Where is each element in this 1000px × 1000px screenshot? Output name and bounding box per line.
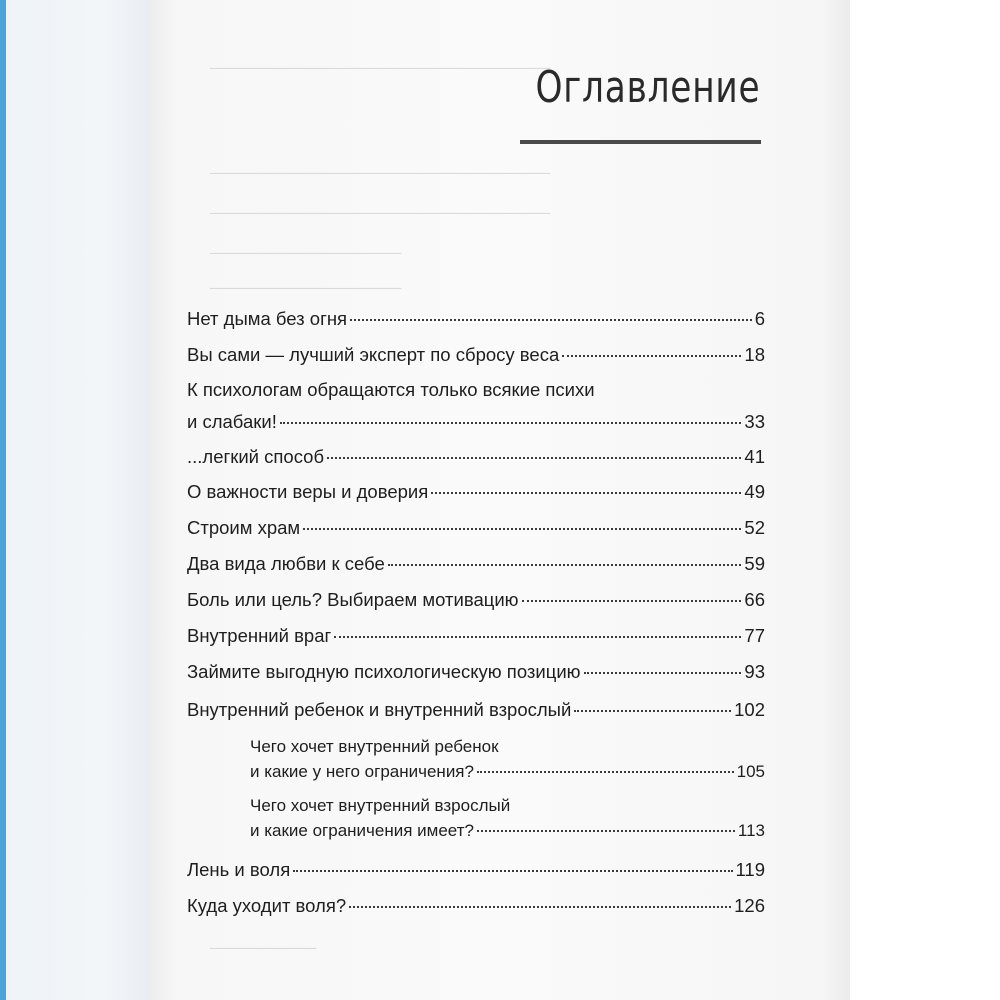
show-through-text: ────────── xyxy=(210,940,317,957)
toc-entry[interactable] xyxy=(187,859,765,881)
toc-entry-page: 6 xyxy=(754,308,765,329)
toc-entry-title: Вы сами — лучший эксперт по сбросу веса xyxy=(187,344,560,365)
toc-entry[interactable] xyxy=(187,699,765,721)
toc-entry-title-line2: и слабаки! xyxy=(187,411,277,432)
background xyxy=(850,0,1000,1000)
dot-leader xyxy=(522,600,742,602)
toc-entry-title: Куда уходит воля? xyxy=(187,895,347,916)
toc-entry-title: Два вида любви к себе xyxy=(187,553,385,574)
toc-entry[interactable] xyxy=(187,446,765,468)
toc-entry[interactable] xyxy=(187,344,765,366)
toc-entry-title: О важности веры и доверия xyxy=(187,481,429,502)
toc-subentry-title-line2: и какие ограничения имеет? xyxy=(250,821,474,840)
toc-entry-page: 33 xyxy=(744,411,765,432)
toc-entry-page: 102 xyxy=(734,699,765,720)
toc-entry-title: Внутренний ребенок и внутренний взрослый xyxy=(187,699,572,720)
toc-entry-page: 59 xyxy=(744,553,765,574)
toc-subentry-page: 105 xyxy=(736,762,765,781)
toc-entry-title: Займите выгодную психологическую позицию xyxy=(187,661,581,682)
toc-subentry[interactable] xyxy=(250,795,765,842)
dot-leader xyxy=(388,564,742,566)
toc-entry-page: 49 xyxy=(744,481,765,502)
toc-entry[interactable] xyxy=(187,589,765,611)
dot-leader xyxy=(562,355,741,357)
toc-entry-title: ...легкий способ xyxy=(187,446,325,467)
toc-entry-title: Лень и воля xyxy=(187,859,291,880)
dot-leader xyxy=(349,906,731,908)
toc-subentry-title-line1: Чего хочет внутренний взрослый xyxy=(250,796,511,815)
toc-entry-page: 119 xyxy=(735,859,765,880)
toc-entry-title: Строим храм xyxy=(187,517,301,538)
toc-entry-page: 18 xyxy=(744,344,765,365)
toc-entry[interactable] xyxy=(187,553,765,575)
show-through-text: ──────────────────────────────── xyxy=(210,60,551,77)
dot-leader xyxy=(327,457,741,459)
toc-entry[interactable] xyxy=(187,481,765,503)
toc-entry[interactable] xyxy=(187,379,765,433)
dot-leader xyxy=(334,636,741,638)
toc-entry-title: Нет дыма без огня xyxy=(187,308,348,329)
show-through-text: ────────────────── xyxy=(210,280,402,297)
adjacent-page-edge xyxy=(0,0,150,1000)
dot-leader xyxy=(584,672,742,674)
toc-entry-page: 66 xyxy=(744,589,765,610)
toc-entry-page: 126 xyxy=(734,895,765,916)
title-underline xyxy=(520,140,761,144)
toc-entry-title: Боль или цель? Выбираем мотивацию xyxy=(187,589,519,610)
toc-entry[interactable] xyxy=(187,308,765,330)
toc-entry-page: 41 xyxy=(744,446,765,467)
dot-leader xyxy=(293,870,732,872)
show-through-text: ────────────────── xyxy=(210,245,402,262)
toc-entry[interactable] xyxy=(187,625,765,647)
cover-edge-strip xyxy=(0,0,6,1000)
toc-entry-page: 52 xyxy=(744,517,765,538)
toc-subentry[interactable] xyxy=(250,736,765,783)
toc-subentry-title-line2: и какие у него ограничения? xyxy=(250,762,474,781)
dot-leader xyxy=(477,771,734,773)
toc-entry-page: 77 xyxy=(744,625,765,646)
dot-leader xyxy=(280,422,742,424)
toc-entry-title: Внутренний враг xyxy=(187,625,332,646)
toc-subentry-page: 113 xyxy=(737,821,765,840)
dot-leader xyxy=(477,830,735,832)
toc-entry[interactable] xyxy=(187,661,765,683)
toc-entry[interactable] xyxy=(187,895,765,917)
toc-entry[interactable] xyxy=(187,517,765,539)
toc-entry-page: 93 xyxy=(744,661,765,682)
show-through-text: ──────────────────────────────── xyxy=(210,205,551,222)
dot-leader xyxy=(350,319,752,321)
dot-leader xyxy=(303,528,741,530)
toc-entry-title-line1: К психологам обращаются только всякие психи xyxy=(187,379,595,400)
show-through-text: ──────────────────────────────── xyxy=(210,165,551,182)
page-title: Оглавление xyxy=(535,62,760,113)
toc-subentry-title-line1: Чего хочет внутренний ребенок xyxy=(250,737,499,756)
dot-leader xyxy=(431,492,741,494)
dot-leader xyxy=(574,710,731,712)
